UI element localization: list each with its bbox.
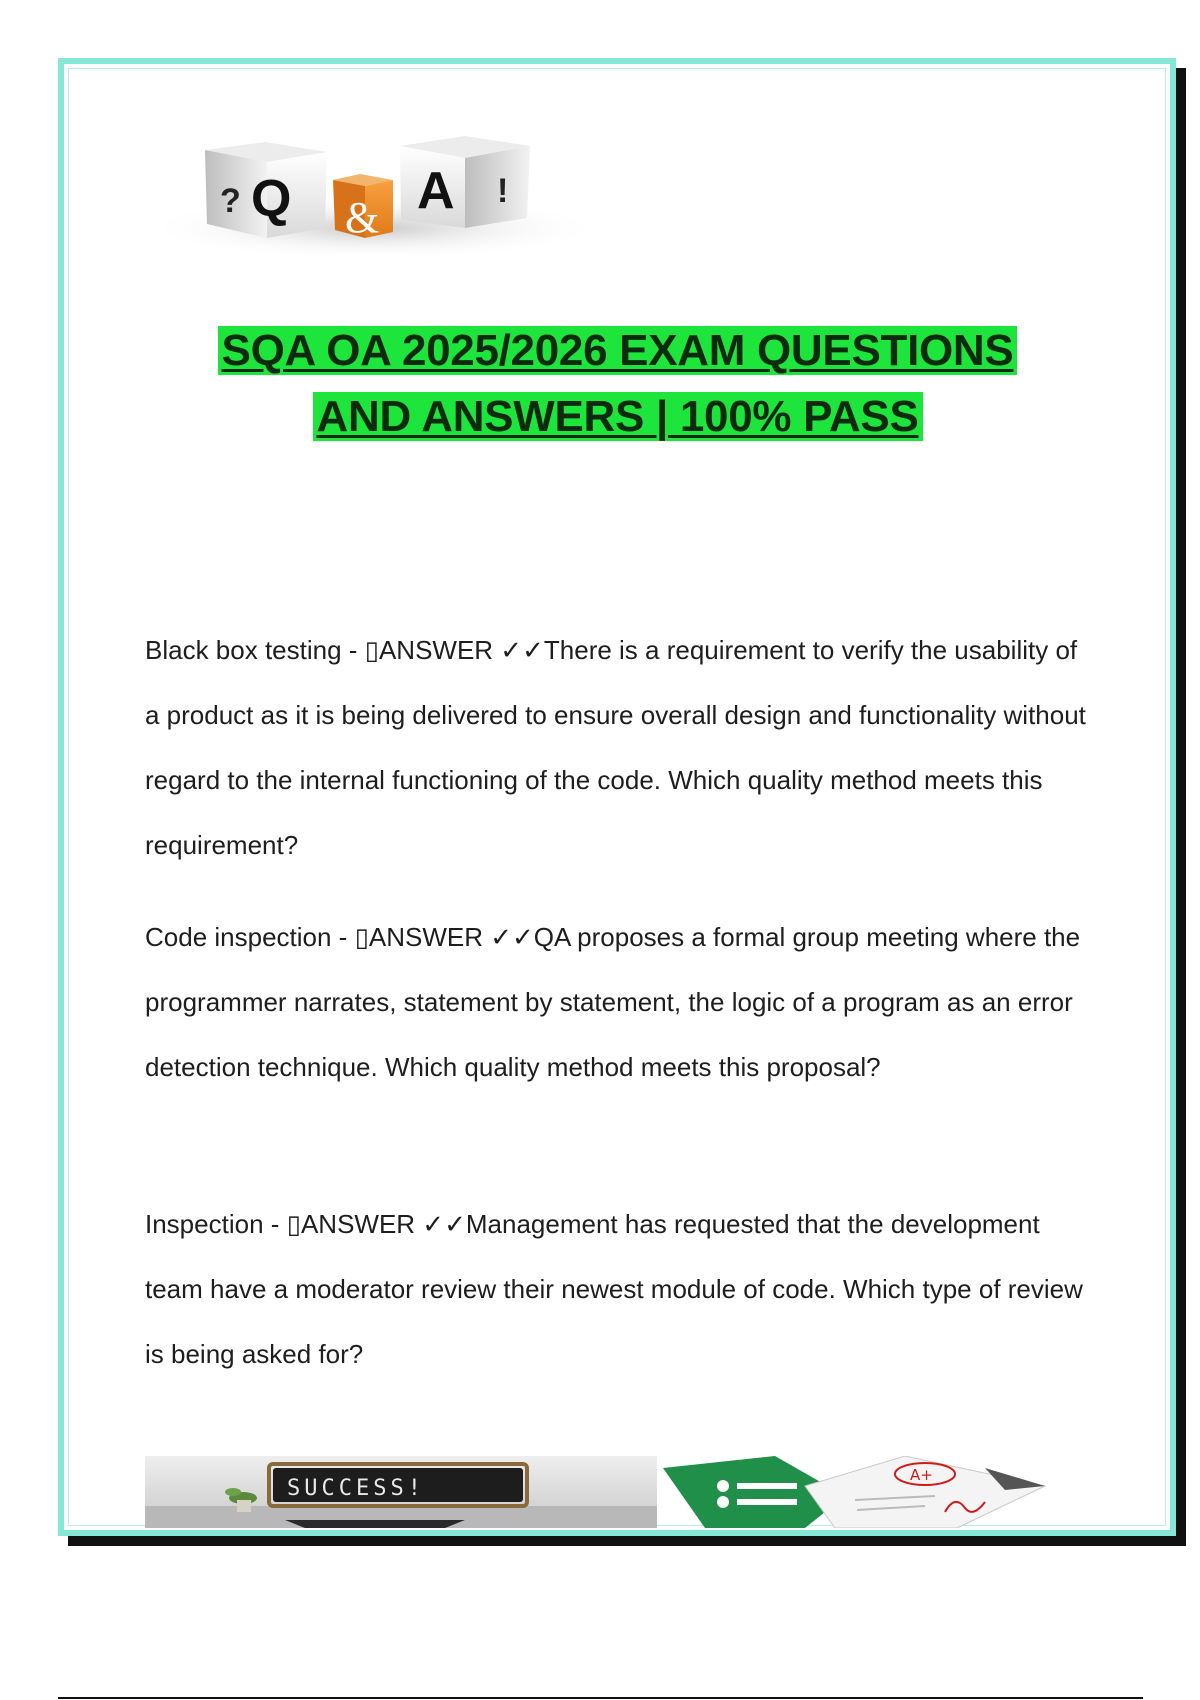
a-right-mark: ! (497, 172, 509, 210)
qa-item (145, 618, 1095, 878)
a-letter: A (417, 162, 455, 220)
qa-term: Code inspection - (145, 922, 355, 952)
ampersand-cube-icon (333, 174, 393, 242)
title-line-1: SQA OA 2025/2026 EXAM QUESTIONS (218, 326, 1018, 375)
grade-text: A+ (910, 1466, 933, 1484)
graded-paper-icon (805, 1456, 1045, 1528)
q-letter: Q (251, 170, 292, 228)
answer-label: ANSWER ✓✓ (368, 922, 534, 952)
answer-marker: ▯ (286, 1209, 301, 1239)
footer-divider (58, 1697, 1143, 1699)
answer-marker: ▯ (364, 635, 379, 665)
amp-letter: & (345, 193, 380, 242)
qa-question-text: Management has requested that the development team have a moderator review their newest module of code. Which type of review is being asked for? (145, 1209, 1083, 1369)
success-board-text: SUCCESS! (287, 1476, 425, 1501)
answer-label: ANSWER ✓✓ (378, 635, 544, 665)
title-line-2: AND ANSWERS | 100% PASS (313, 392, 923, 441)
qa-item (145, 905, 1095, 1100)
bottom-decor-strip (145, 1456, 1065, 1528)
q-cube-icon (205, 142, 327, 238)
success-board-image (145, 1456, 657, 1528)
qa-dice-logo (145, 120, 600, 280)
qa-question-text: QA proposes a formal group meeting where the programmer narrates, statement by statement, the logic of a program as an error detection technique. Which quality method meets this proposal? (145, 922, 1081, 1082)
qa-question-text: There is a requirement to verify the usability of a product as it is being delivered to ensure overall design and functionality without regard to the internal functioning of the code. Which quality method meets this requirement? (145, 635, 1086, 860)
qa-term: Black box testing - (145, 635, 365, 665)
answer-marker: ▯ (354, 922, 369, 952)
page-title (100, 318, 1135, 450)
qa-term: Inspection - (145, 1209, 287, 1239)
q-left-mark: ? (220, 182, 241, 220)
answer-label: ANSWER ✓✓ (300, 1209, 466, 1239)
qa-item (145, 1192, 1095, 1387)
a-cube-icon (400, 136, 530, 228)
